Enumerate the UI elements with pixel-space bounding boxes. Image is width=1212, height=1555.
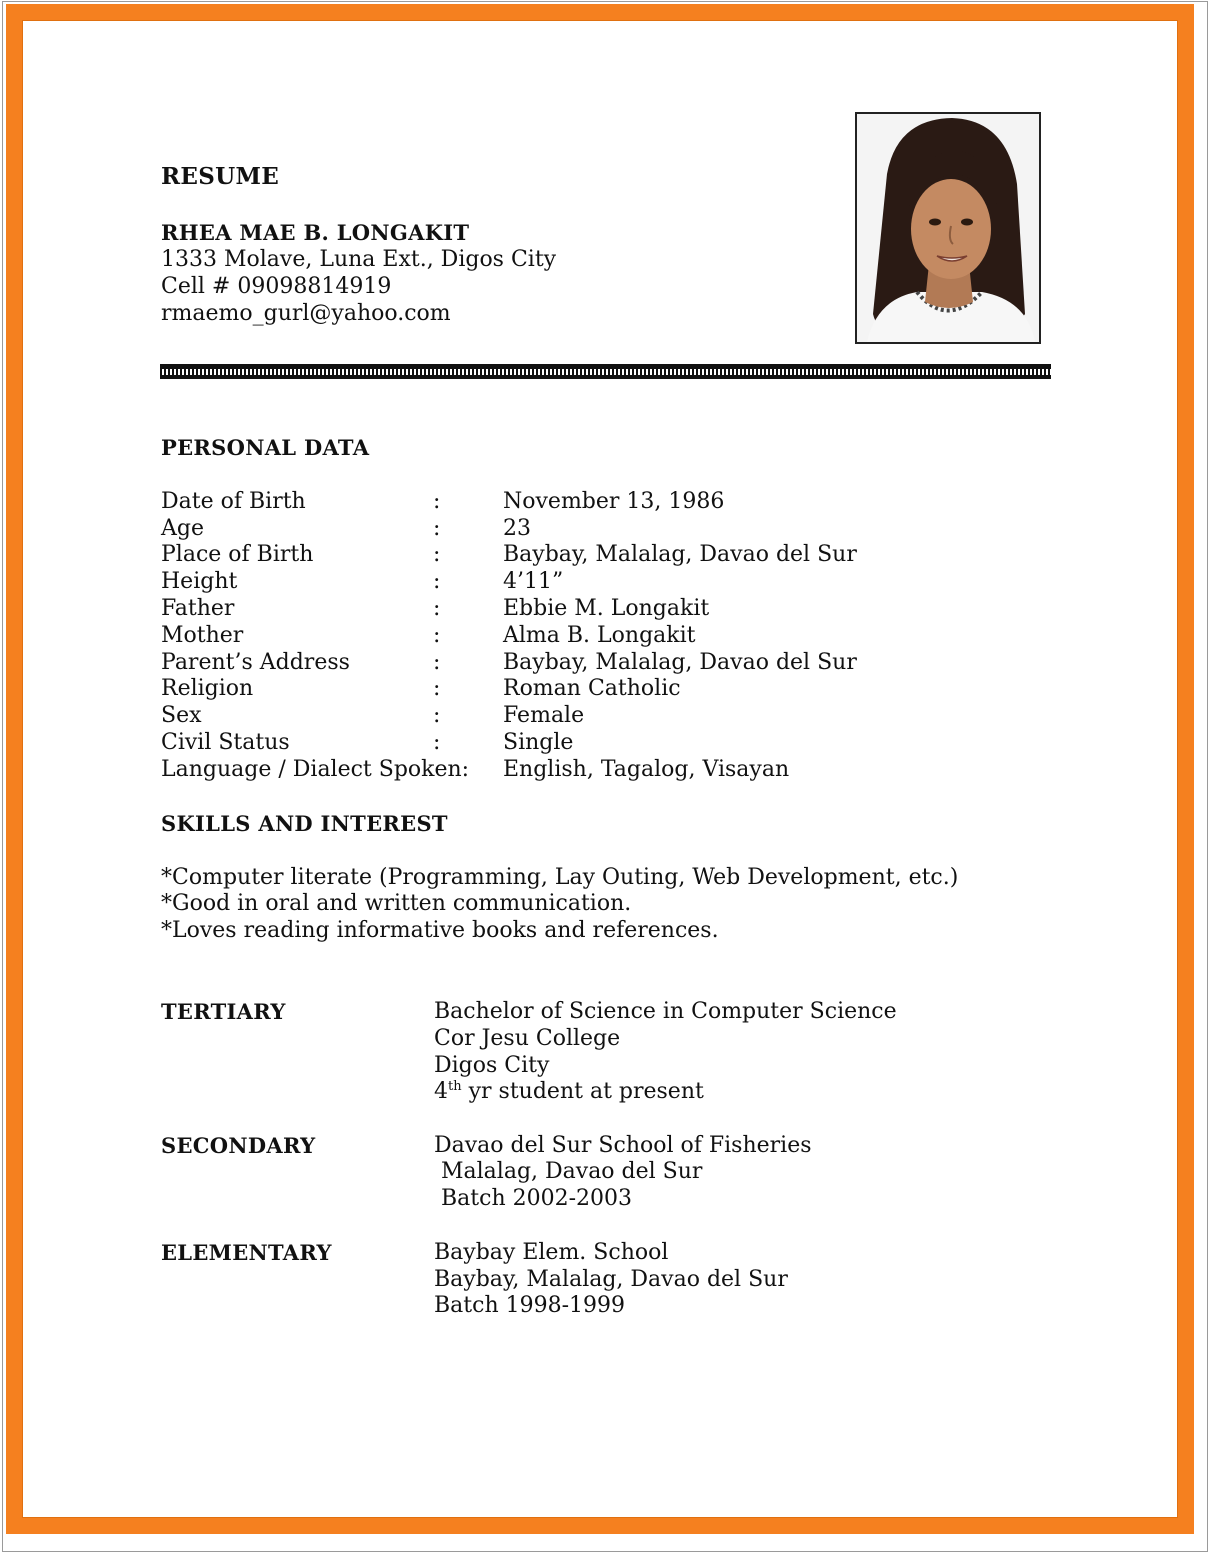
elementary-label: ELEMENTARY bbox=[161, 1240, 332, 1265]
tertiary-label: TERTIARY bbox=[161, 999, 286, 1024]
applicant-cell: Cell # 09098814919 bbox=[161, 274, 392, 299]
tertiary-line: Bachelor of Science in Computer Science bbox=[434, 999, 897, 1024]
applicant-name: RHEA MAE B. LONGAKIT bbox=[161, 220, 470, 245]
personal-separator: : bbox=[433, 623, 441, 648]
personal-label: Language / Dialect Spoken: bbox=[161, 757, 470, 782]
resume-title: RESUME bbox=[161, 163, 280, 190]
skill-item: *Loves reading informative books and references. bbox=[161, 918, 719, 943]
personal-value: Ebbie M. Longakit bbox=[503, 596, 710, 621]
elementary-line: Baybay Elem. School bbox=[434, 1240, 669, 1265]
applicant-email: rmaemo_gurl@yahoo.com bbox=[161, 301, 451, 326]
personal-separator: : bbox=[433, 650, 441, 675]
personal-value: Alma B. Longakit bbox=[503, 623, 696, 648]
tertiary-year-text: yr student at present bbox=[461, 1079, 704, 1104]
personal-separator: : bbox=[433, 703, 441, 728]
personal-label: Place of Birth bbox=[161, 542, 314, 567]
elementary-line: Baybay, Malalag, Davao del Sur bbox=[434, 1267, 788, 1292]
personal-value: Baybay, Malalag, Davao del Sur bbox=[503, 650, 857, 675]
personal-label: Religion bbox=[161, 676, 254, 701]
personal-separator: : bbox=[433, 569, 441, 594]
tertiary-year-ordinal: th bbox=[448, 1079, 462, 1094]
personal-label: Date of Birth bbox=[161, 489, 306, 514]
secondary-label: SECONDARY bbox=[161, 1133, 316, 1158]
elementary-line: Batch 1998-1999 bbox=[434, 1293, 626, 1318]
personal-value: November 13, 1986 bbox=[503, 489, 725, 514]
personal-label: Age bbox=[161, 516, 204, 541]
secondary-line: Batch 2002-2003 bbox=[434, 1186, 633, 1211]
skill-item: *Computer literate (Programming, Lay Outing, Web Development, etc.) bbox=[161, 865, 959, 890]
personal-value: Baybay, Malalag, Davao del Sur bbox=[503, 542, 857, 567]
personal-label: Father bbox=[161, 596, 235, 621]
personal-separator: : bbox=[433, 489, 441, 514]
personal-value: 4’11” bbox=[503, 569, 564, 594]
applicant-address: 1333 Molave, Luna Ext., Digos City bbox=[161, 247, 557, 272]
personal-value: Roman Catholic bbox=[503, 676, 681, 701]
personal-separator: : bbox=[433, 596, 441, 621]
personal-label: Civil Status bbox=[161, 730, 290, 755]
personal-label: Parent’s Address bbox=[161, 650, 350, 675]
skills-heading: SKILLS AND INTEREST bbox=[161, 811, 448, 836]
tertiary-line: Cor Jesu College bbox=[434, 1026, 621, 1051]
tertiary-line: Digos City bbox=[434, 1053, 550, 1078]
personal-data-heading: PERSONAL DATA bbox=[161, 435, 370, 460]
secondary-line: Davao del Sur School of Fisheries bbox=[434, 1133, 812, 1158]
header-divider-bottom bbox=[160, 375, 1051, 379]
personal-separator: : bbox=[433, 730, 441, 755]
personal-separator: : bbox=[433, 516, 441, 541]
personal-value: Female bbox=[503, 703, 585, 728]
personal-label: Height bbox=[161, 569, 238, 594]
personal-separator: : bbox=[433, 542, 441, 567]
personal-separator: : bbox=[433, 676, 441, 701]
tertiary-year-number: 4 bbox=[434, 1079, 448, 1104]
tertiary-year bbox=[434, 1078, 704, 1105]
portrait-illustration bbox=[857, 114, 1039, 342]
applicant-photo bbox=[855, 112, 1041, 344]
personal-label: Sex bbox=[161, 703, 202, 728]
personal-value: 23 bbox=[503, 516, 531, 541]
skill-item: *Good in oral and written communication. bbox=[161, 891, 632, 916]
personal-label: Mother bbox=[161, 623, 244, 648]
personal-value: Single bbox=[503, 730, 574, 755]
secondary-line: Malalag, Davao del Sur bbox=[434, 1159, 703, 1184]
personal-value: English, Tagalog, Visayan bbox=[503, 757, 790, 782]
